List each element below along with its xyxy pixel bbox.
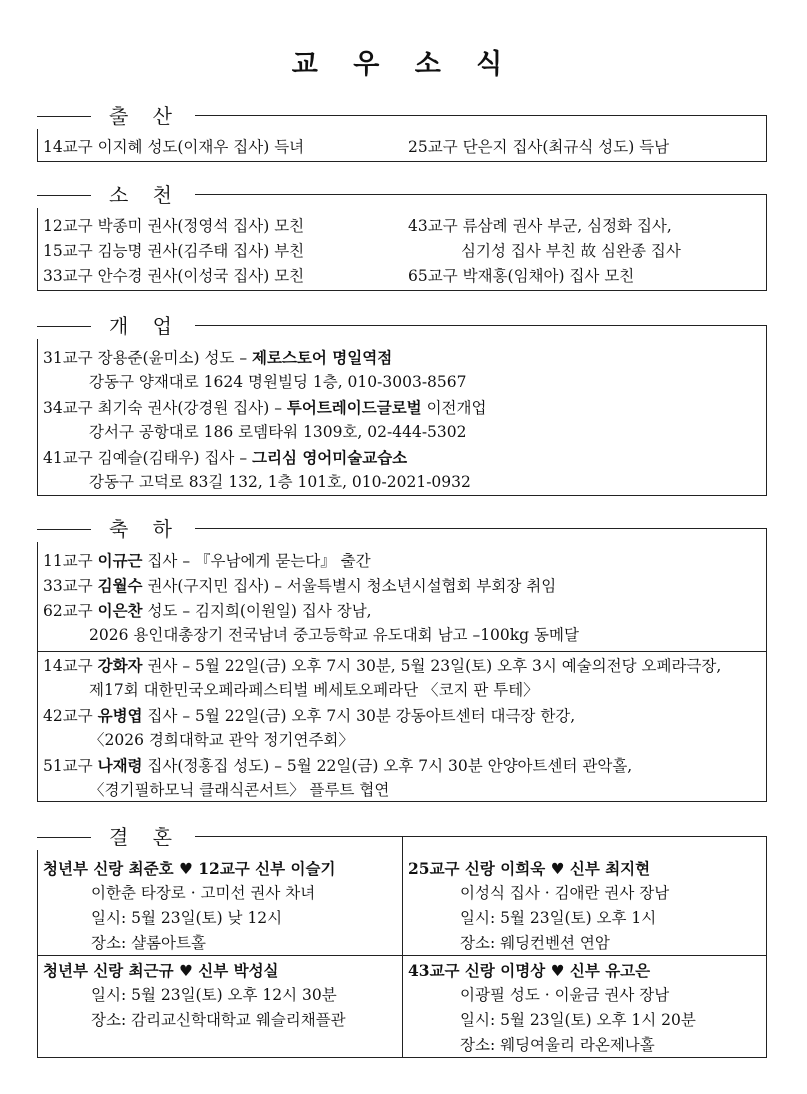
condolence-item: 65교구 박재홍(임채아) 집사 모친 [408, 267, 635, 285]
wedding-detail: 장소: 감리교신학대학교 웨슬리채플관 [91, 1011, 346, 1029]
congrats-item-cont: 2026 용인대총장기 전국남녀 중고등학교 유도대회 남고 –100kg 동메달 [89, 626, 579, 644]
performance-item: 42교구 유병엽 집사 – 5월 22일(금) 오후 7시 30분 강동아트센터 대극장 한강, [43, 706, 576, 725]
condolence-item: 15교구 김능명 권사(김주태 집사) 부친 [43, 242, 305, 260]
business-name: 투어트레이드글로벌 [286, 398, 422, 417]
opening-heading-label: 개 업 [91, 313, 195, 339]
wedding-detail: 일시: 5월 23일(토) 오후 12시 30분 [91, 986, 337, 1004]
wedding-detail: 장소: 웨딩여울리 라온제나홀 [460, 1036, 655, 1054]
congrats-section-heading [37, 516, 195, 542]
condolence-item: 12교구 박종미 권사(정영석 집사) 모친 [43, 217, 305, 235]
performance-item-cont: 제17회 대한민국오페라페스티벌 베세토오페라단 〈코지 판 투테〉 [89, 681, 539, 699]
wedding-detail: 일시: 5월 23일(토) 오후 1시 [460, 909, 657, 927]
performance-item: 14교구 강화자 권사 – 5월 22일(금) 오후 7시 30분, 5월 23일(토) 오후 3시 예술의전당 오페라극장, [43, 656, 722, 675]
wedding-detail: 장소: 샬롬아트홀 [91, 934, 206, 952]
congrats-item: 62교구 이은찬 성도 – 김지희(이원일) 집사 장남, [43, 601, 372, 620]
birth-item-left: 14교구 이지혜 성도(이재우 집사) 득녀 [43, 138, 305, 156]
wedding-detail: 이한춘 타장로 · 고미선 권사 차녀 [91, 884, 316, 902]
business-name: 그리심 영어미술교습소 [252, 448, 408, 467]
wedding-detail: 이성식 집사 · 김애란 권사 장남 [460, 884, 670, 902]
wedding-column-divider [402, 837, 403, 1057]
performance-item-cont: 〈경기필하모닉 클래식콘서트〉 플루트 협연 [89, 781, 390, 799]
birth-section [37, 104, 767, 162]
wedding-detail: 일시: 5월 23일(토) 낮 12시 [91, 909, 283, 927]
wedding-detail: 이광필 성도 · 이윤금 권사 장남 [460, 986, 670, 1004]
condolence-item: 43교구 류삼례 권사 부군, 심정화 집사, [408, 217, 672, 235]
congrats-section [37, 517, 767, 802]
opening-address: 강서구 공항대로 186 로뎀타워 1309호, 02-444-5302 [89, 423, 467, 441]
condolence-item-cont: 심기성 집사 부친 故 심완종 집사 [461, 242, 681, 260]
opening-address: 강동구 고덕로 83길 132, 1층 101호, 010-2021-0932 [89, 473, 471, 491]
business-name: 제로스토어 명일역점 [252, 348, 393, 367]
wedding-heading-label: 결 혼 [91, 824, 195, 850]
birth-item-right: 25교구 단은지 집사(최규식 성도) 득남 [408, 138, 670, 156]
birth-heading-label: 출 산 [91, 103, 195, 129]
opening-item: 31교구 장용준(윤미소) 성도 – 제로스토어 명일역점 [43, 348, 393, 367]
wedding-couple-heading: 43교구 신랑 이명상 ♥ 신부 유고은 [408, 961, 651, 980]
opening-item: 41교구 김예슬(김태우) 집사 – 그리심 영어미술교습소 [43, 448, 408, 467]
opening-item: 34교구 최기숙 권사(강경원 집사) – 투어트레이드글로벌 이전개업 [43, 398, 487, 417]
condolence-item: 33교구 안수경 권사(이성국 집사) 모친 [43, 267, 305, 285]
opening-address: 강동구 양재대로 1624 명원빌딩 1층, 010-3003-8567 [89, 373, 467, 391]
wedding-section [37, 825, 767, 1058]
condolence-section [37, 183, 767, 291]
congrats-item: 11교구 이규근 집사 – 『우남에게 묻는다』 출간 [43, 551, 371, 570]
congrats-heading-label: 축 하 [91, 516, 195, 542]
wedding-couple-heading: 청년부 신랑 최근규 ♥ 신부 박성실 [43, 961, 279, 980]
performance-item: 51교구 나재령 집사(정홍집 성도) – 5월 22일(금) 오후 7시 30분 안양아트센터 관악홀, [43, 756, 633, 775]
condolence-heading-label: 소 천 [91, 182, 195, 208]
wedding-detail: 일시: 5월 23일(토) 오후 1시 20분 [460, 1011, 696, 1029]
wedding-section-heading [37, 824, 195, 850]
opening-section [37, 314, 767, 496]
wedding-couple-heading: 25교구 신랑 이희욱 ♥ 신부 최지현 [408, 859, 651, 878]
birth-section-heading [37, 103, 195, 129]
page-title: 교 우 소 식 [291, 49, 516, 80]
opening-section-heading [37, 313, 195, 339]
congrats-divider [38, 651, 766, 652]
congrats-item: 33교구 김월수 권사(구지민 집사) – 서울특별시 청소년시설협회 부회장 취임 [43, 576, 557, 595]
wedding-detail: 장소: 웨딩컨벤션 연암 [460, 934, 610, 952]
wedding-couple-heading: 청년부 신랑 최준호 ♥ 12교구 신부 이슬기 [43, 859, 336, 878]
performance-item-cont: 〈2026 경희대학교 관악 정기연주회〉 [89, 731, 354, 749]
condolence-section-heading [37, 182, 195, 208]
